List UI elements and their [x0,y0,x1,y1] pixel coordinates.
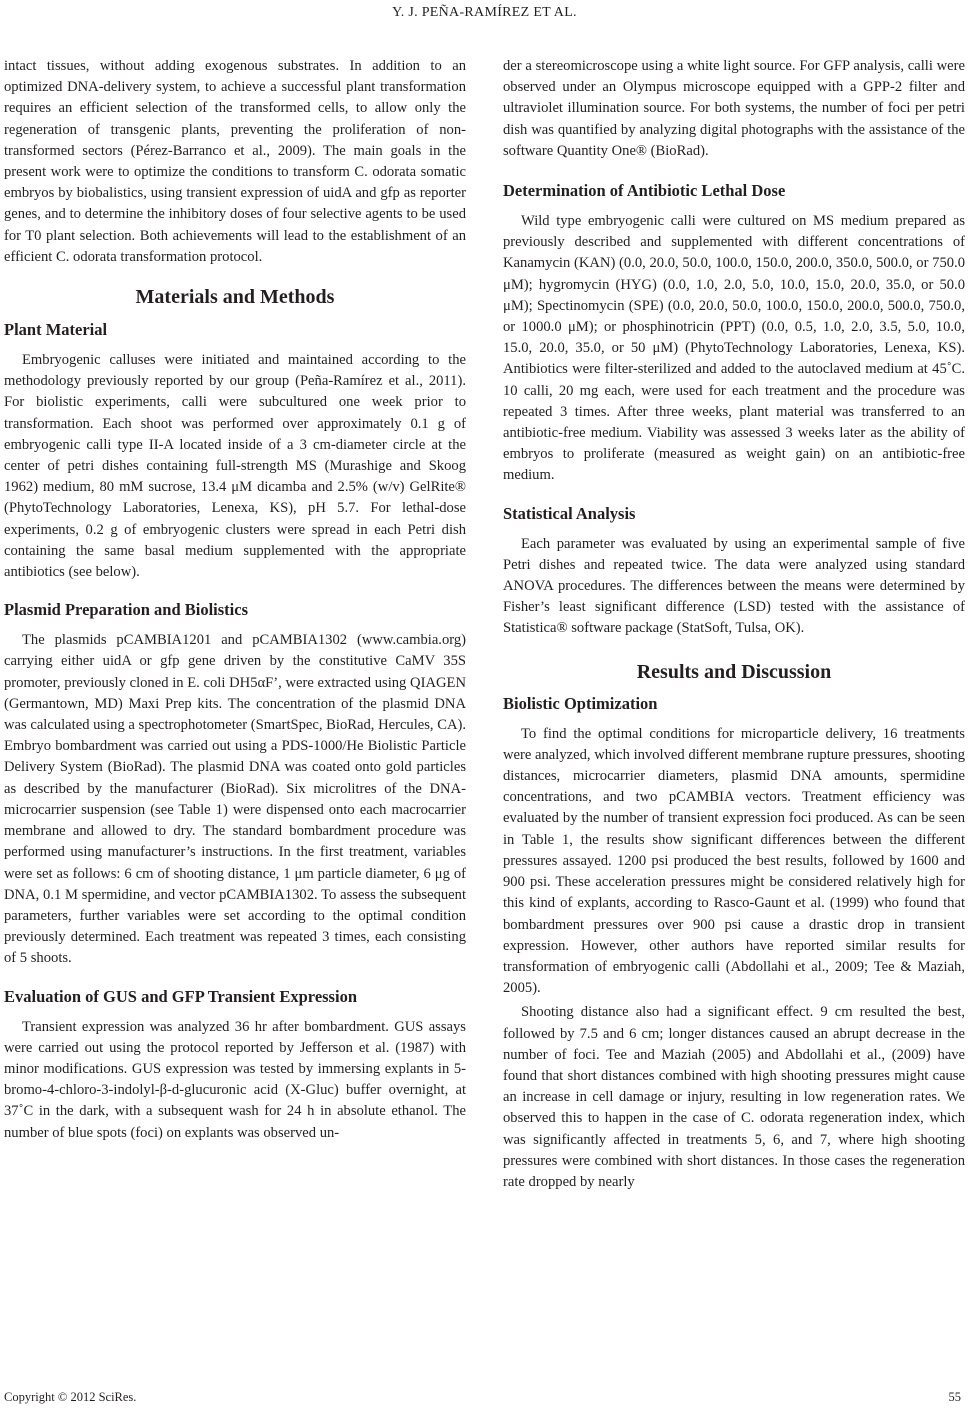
intro-paragraph: intact tissues, without adding exogenous substrates. In addition to an optimized DNA-delivery system, to achieve a successful plant transformation requires an efficient selection of the transformed cells, to allow only the regeneration of transgenic plants, preventing the proliferation of non-transformed sectors (Pérez-Barranco et al., 2009). The main goals in the present work were to optimize the conditions to transform C. odorata somatic embryos by biobalistics, using transient expression of uidA and gfp as reporter genes, and to determine the inhibitory doses of four selective agents to be used for T0 plant selection. Both achievements will lead to the establishment of an efficient C. odorata transformation protocol. [4,58,466,265]
statistical-analysis-heading: Statistical Analysis [503,503,636,523]
running-head: Y. J. PEÑA-RAMÍREZ ET AL. [392,5,577,20]
plant-material-heading: Plant Material [4,320,108,340]
plasmid-paragraph: The plasmids pCAMBIA1201 and pCAMBIA1302 (www.cambia.org) carrying either uidA or gfp gene driven by the constitutive CaMV 35S promoter, previously cloned in E. coli DH5αF’, were extracted using QIAGEN (Germantown, MD) Maxi Prep kits. The concentration of the plasmid DNA was calculated using a spectrophotometer (SmartSpec, BioRad, Hercules, CA). Embryo bombardment was carried out using a PDS-1000/He Biolistic Particle Delivery System (BioRad). The plasmid DNA was coated onto gold particles as described by the manufacturer (BioRad). Six microlitres of the DNA-microcarrier suspension (see Table 1) were dispensed onto each macrocarrier membrane and allowed to dry. The standard bombardment procedure was performed using manufacturer’s instructions. In the first treatment, variables were set as follows: 6 cm of shooting distance, 1 μm particle diameter, 6 μg of DNA, 0.1 M spermidine, and vector pCAMBIA1302. To assess the subsequent parameters, further variables were set according to the optimal condition previously determined. Each treatment was repeated 3 times, each consisting of 5 shoots. [4,632,467,967]
biolistic-optimization-heading: Biolistic Optimization [503,693,658,713]
evaluation-heading: Evaluation of GUS and GFP Transient Expression [4,986,357,1006]
lethal-dose-paragraph: Wild type embryogenic calli were cultured on MS medium prepared as previously described and supplemented with different concentrations of Kanamycin (KAN) (0.0, 20.0, 50.0, 100.0, 150.0, 200.0, 350.0, 500.0, or 750.0 μM); hygromycin (HYG) (0.0, 1.0, 2.0, 5.0, 10.0, 15.0, 20.0, 35.0, or 50.0 μM); Spectinomycin (SPE) (0.0, 20.0, 50.0, 100.0, 150.0, 200.0, 500.0, 750.0, or 1000.0 μM); or phosphinotricin (PPT) (0.0, 0.5, 1.0, 2.0, 3.5, 5.0, 10.0, 15.0, 20.0, 35.0, or 50 μM) (PhytoTechnology Laboratories, Lenexa, KS). Antibiotics were filter-sterilized and added to the autoclaved medium at 45˚C. 10 calli, 20 mg each, were used for each treatment and the procedure was repeated 3 times. After three weeks, plant material was transferred to an antibiotic-free medium. Viability was assessed 3 weeks later as the ability of embryos to proliferate (measured as weight gain) on an antibiotic-free medium. [503,213,965,484]
plasmid-heading: Plasmid Preparation and Biolistics [4,600,249,620]
right-column [503,56,965,1193]
continued-paragraph: der a stereomicroscope using a white light source. For GFP analysis, calli were observed under an Olympus microscope equipped with a GPP-2 filter and ultraviolet illumination source. For both systems, the number of foci per petri dish was quantified by analyzing digital photographs with the assistance of the software Quantity One® (BioRad). [503,58,965,159]
plant-material-paragraph: Embryogenic calluses were initiated and maintained according to the methodology previously reported by our group (Peña-Ramírez et al., 2011). For biolistic experiments, calli were subcultured one week prior to transformation. Each shoot was performed over approximately 0.1 g of embryogenic calli type II-A located inside of a 3 cm-diameter circle at the center of petri dishes containing full-strength MS (Murashige and Skoog 1962) medium, 80 mM sucrose, 13.4 μM dicamba and 2.5% (w/v) GelRite® (PhytoTechnology Laboratories, Lenexa, KS), pH 5.7. For lethal-dose experiments, 0.2 g of embryogenic clusters were spread in each Petri dish containing the same basal medium supplemented with the appropriate antibiotics (see below). [4,352,466,581]
page-number: 55 [948,1390,961,1404]
evaluation-paragraph: Transient expression was analyzed 36 hr after bombardment. GUS assays were carried out using the protocol reported by Jefferson et al. (1987) with minor modifications. GUS expression was tested by immersing explants in 5-bromo-4-chloro-3-indolyl-β-d-glucuronic acid (X-Gluc) buffer overnight, at 37˚C in the dark, with a subsequent wash for 24 h in absolute ethanol. The number of blue spots (foci) on explants was observed un- [4,1018,466,1141]
lethal-dose-heading: Determination of Antibiotic Lethal Dose [503,181,786,201]
statistical-analysis-paragraph: Each parameter was evaluated by using an experimental sample of five Petri dishes and repeated twice. The data were analyzed using standard ANOVA procedures. The differences between the means were determined by Fisher’s least significant difference (LSD) tested with the assistance of Statistica® software package (StatSoft, Tulsa, OK). [503,535,965,637]
materials-methods-heading: Materials and Methods [135,286,335,309]
copyright-notice: Copyright © 2012 SciRes. [4,1390,137,1404]
left-column [4,56,466,1144]
biolistic-paragraph-2: Shooting distance also had a significant effect. 9 cm resulted the best, followed by 7.5 and 6 cm; longer distances caused an abrupt decrease in the number of foci. Tee and Maziah (2005) and Abdollahi et al., (2009) have found that short distances combined with high shooting pressures might cause an increase in cell damage or injury, resulting in low regeneration rates. We observed this to happen in the case of C. odorata regeneration index, which was significantly affected in treatments 5, 6, and 7, where high shooting pressures were combined with short distances. In those cases the regeneration rate dropped by nearly [503,1004,965,1190]
results-discussion-heading: Results and Discussion [636,660,832,683]
biolistic-paragraph-1: To find the optimal conditions for microparticle delivery, 16 treatments were analyzed, which involved different membrane rupture pressures, shooting distances, microcarrier diameters, plasmid DNA amounts, spermidine concentrations, and two pCAMBIA vectors. Treatment efficiency was evaluated by the number of transient expression foci produced. As can be seen in Table 1, the results show significant differences between the different pressures assayed. 1200 psi produced the best results, followed by 1600 and 900 psi. These acceleration pressures might be considered relatively high for this kind of explants, according to Rasco-Gaunt et al. (1999) who found that bombardment pressures over 900 psi cause a drastic drop in transient expression. However, other authors have reported similar results for transformation of embryogenic calli (Abdollahi et al., 2009; Tee & Maziah, 2005). [503,725,965,997]
